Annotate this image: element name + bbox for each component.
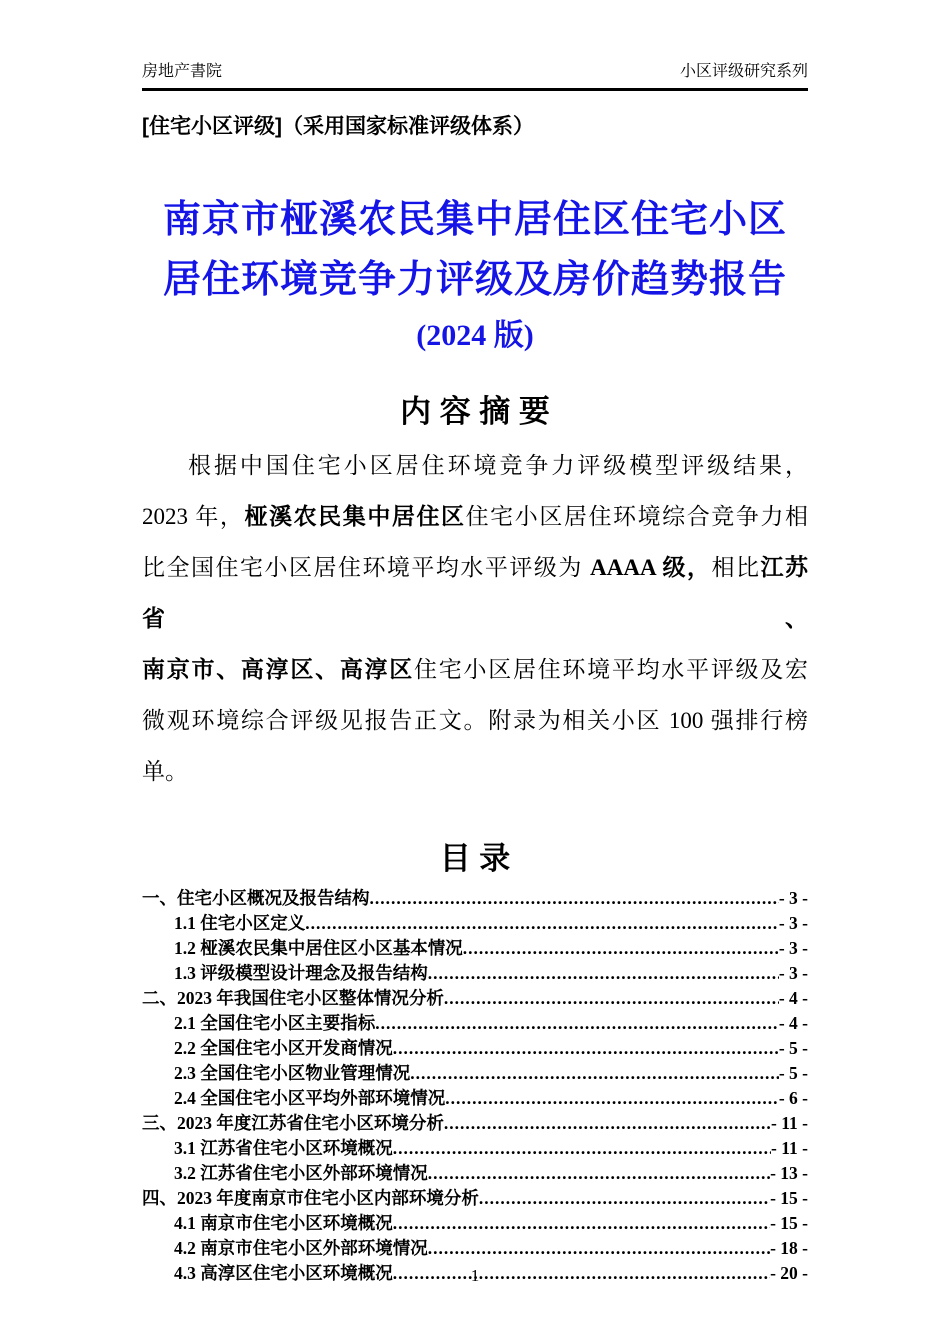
toc-entry-label: 2.4 全国住宅小区平均外部环境情况	[174, 1088, 446, 1108]
toc-entry-dots	[444, 1111, 771, 1136]
toc-entry	[142, 1011, 808, 1036]
toc-entry-page: - 5 -	[778, 1063, 808, 1083]
abstract-text: 住宅小区居住环境平均水平评级及宏	[414, 657, 809, 682]
toc-entry	[142, 911, 808, 936]
toc-entry-page: - 4 -	[778, 988, 808, 1008]
toc-entry	[142, 1086, 808, 1111]
toc-entry	[142, 961, 808, 986]
toc-entry-page: - 11 -	[771, 1138, 808, 1158]
header-right-text: 小区评级研究系列	[679, 63, 808, 80]
toc-entry-label: 1.3 评级模型设计理念及报告结构	[174, 963, 428, 983]
toc-entry-page: - 4 -	[778, 1013, 808, 1033]
toc-entry	[142, 1111, 808, 1136]
toc-entry-label: 1.2 桠溪农民集中居住区小区基本情况	[174, 938, 463, 958]
toc-entry-label: 2.3 全国住宅小区物业管理情况	[174, 1063, 411, 1083]
toc-entry-page: - 13 -	[770, 1163, 808, 1183]
page-header	[142, 62, 808, 88]
abstract-text-bold: 江苏省、	[142, 555, 809, 631]
toc-entry	[142, 936, 808, 961]
toc-entry	[142, 1211, 808, 1236]
abstract-text: 住宅小区居住环境综合竞争力相	[465, 504, 809, 529]
report-title-line-1: 南京市桠溪农民集中居住区住宅小区	[162, 199, 787, 241]
toc-entry-page: - 15 -	[770, 1213, 808, 1233]
toc-entry-label: 2.1 全国住宅小区主要指标	[174, 1013, 376, 1033]
toc-entry-dots	[305, 911, 779, 936]
toc-entry-dots	[445, 1086, 779, 1111]
report-title-line-2: 居住环境竞争力评级及房价趋势报告	[162, 259, 787, 301]
toc-entry-label: 3.2 江苏省住宅小区外部环境情况	[174, 1163, 428, 1183]
toc-entry	[142, 886, 808, 911]
toc-entry-page: - 3 -	[778, 938, 808, 958]
toc-entry-page: - 20 -	[770, 1263, 808, 1283]
toc-entry-dots	[463, 936, 779, 961]
toc-entry-page: - 15 -	[770, 1188, 808, 1208]
toc-entry	[142, 1136, 808, 1161]
toc-entry-label: 3.1 江苏省住宅小区环境概况	[174, 1138, 393, 1158]
abstract-line	[142, 644, 808, 695]
toc-entry-page: - 11 -	[771, 1113, 808, 1133]
toc-entry-page: - 3 -	[778, 913, 808, 933]
toc-entry-page: - 3 -	[778, 888, 808, 908]
toc-entry-page: - 18 -	[770, 1238, 808, 1258]
header-rule	[142, 88, 808, 91]
toc-entry-label: 三、2023 年度江苏省住宅小区环境分析	[142, 1113, 444, 1133]
abstract-line	[142, 746, 808, 797]
header-left-text: 房地产書院	[142, 63, 223, 80]
toc-heading: 目 录	[439, 841, 511, 876]
abstract-text-bold: 桠溪农民集中居住区	[244, 504, 466, 529]
toc-entry-dots	[428, 1161, 770, 1186]
abstract-text: 根据中国住宅小区居住环境竞争力评级模型评级结果，	[188, 453, 808, 478]
abstract-text: 相比	[711, 555, 761, 580]
abstract-line	[142, 491, 808, 542]
toc-entry-dots	[479, 1186, 770, 1211]
toc-entry-label: 1.1 住宅小区定义	[174, 913, 306, 933]
abstract-text-bold: AAAA 级，	[590, 555, 712, 580]
rating-system-line: [住宅小区评级]（采用国家标准评级体系）	[142, 115, 534, 138]
toc-entry	[142, 1036, 808, 1061]
toc-entry-dots	[393, 1036, 779, 1061]
toc-list	[142, 886, 808, 1286]
toc-entry	[142, 1186, 808, 1211]
toc-entry-label: 一、住宅小区概况及报告结构	[142, 888, 370, 908]
report-edition: (2024 版)	[416, 319, 534, 352]
abstract-text: 比全国住宅小区居住环境平均水平评级为	[142, 555, 591, 580]
toc-entry	[142, 1161, 808, 1186]
toc-entry-label: 四、2023 年度南京市住宅小区内部环境分析	[142, 1188, 479, 1208]
toc-entry-page: - 6 -	[778, 1088, 808, 1108]
toc-entry	[142, 1236, 808, 1261]
report-title-block	[142, 190, 808, 356]
abstract-line	[142, 542, 808, 644]
toc-entry-dots	[428, 961, 779, 986]
toc-entry-page: - 3 -	[778, 963, 808, 983]
toc-entry-label: 4.1 南京市住宅小区环境概况	[174, 1213, 393, 1233]
toc-entry-dots	[444, 986, 779, 1011]
abstract-line	[142, 695, 808, 746]
toc-entry-label: 二、2023 年我国住宅小区整体情况分析	[142, 988, 444, 1008]
toc-entry	[142, 986, 808, 1011]
page-number: 1	[470, 1266, 480, 1285]
toc-entry-dots	[410, 1061, 779, 1086]
toc-entry-dots	[370, 886, 779, 911]
abstract-text: 微观环境综合评级见报告正文。附录为相关小区 100 强排行榜	[142, 708, 809, 733]
abstract-line	[142, 440, 808, 491]
toc-entry-label: 4.2 南京市住宅小区外部环境情况	[174, 1238, 428, 1258]
toc-entry-dots	[428, 1236, 770, 1261]
abstract-paragraph	[142, 440, 808, 797]
toc-entry-dots	[393, 1211, 770, 1236]
abstract-heading: 内 容 摘 要	[400, 394, 550, 429]
toc-entry-page: - 5 -	[778, 1038, 808, 1058]
toc-entry	[142, 1061, 808, 1086]
abstract-text-bold: 南京市、高淳区、高淳区	[142, 657, 415, 682]
toc-entry-dots	[375, 1011, 779, 1036]
abstract-text: 2023 年，	[142, 504, 245, 529]
toc-entry-label: 4.3 高淳区住宅小区环境概况	[174, 1263, 393, 1283]
toc-entry-dots	[393, 1136, 771, 1161]
abstract-text: 单。	[142, 759, 188, 784]
toc-entry-label: 2.2 全国住宅小区开发商情况	[174, 1038, 393, 1058]
